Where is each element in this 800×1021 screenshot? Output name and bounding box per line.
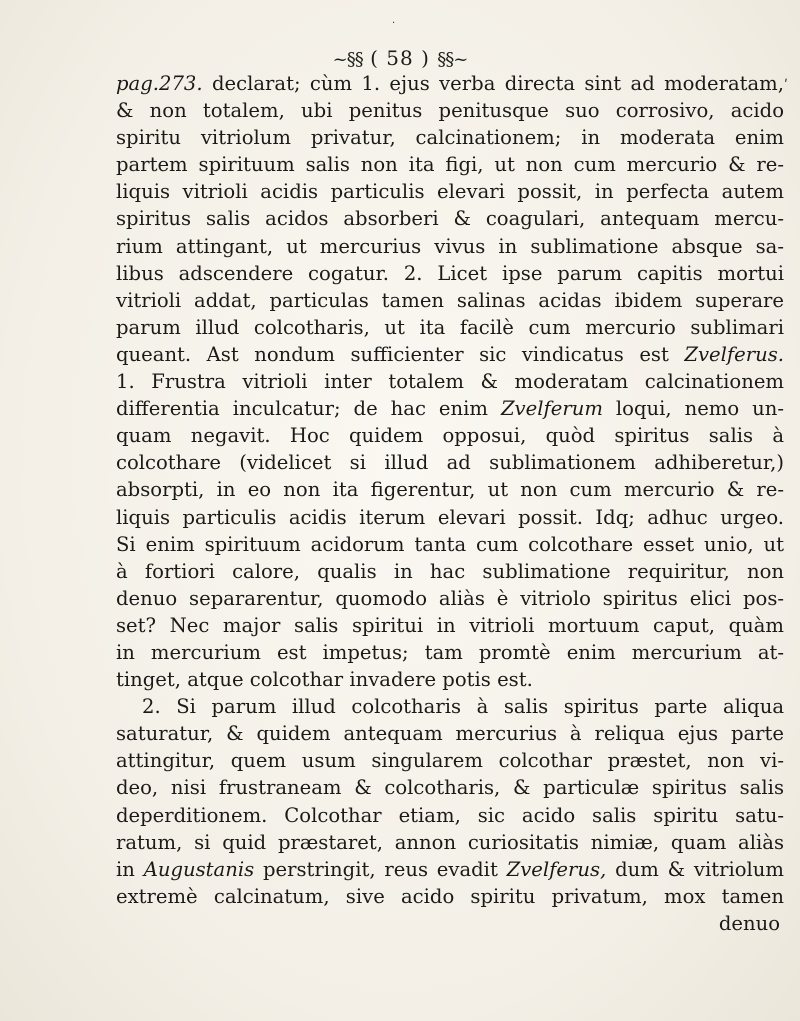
text-line: pag.273. declarat; cùm 1. ejus verba directa sint ad moderatam, xyxy=(116,72,784,95)
ornament-left-icon: ~§§ xyxy=(332,49,363,70)
text-line: ratum, si quid præstaret, annon curiositatis nimiæ, quam aliàs xyxy=(116,830,784,854)
text-line: liquis vitrioli acidis particulis elevari possit, in perfecta autem xyxy=(116,180,784,204)
text-line: set? Nec major salis spiritui in vitrioli mortuum caput, quàm xyxy=(116,613,784,637)
catchword: denuo xyxy=(718,911,780,935)
text-line: rium attingant, ut mercurius vivus in sublimatione absque sa- xyxy=(116,234,784,258)
text-line: in mercurium est impetus; tam promtè enim mercurium at- xyxy=(116,640,784,664)
text-line: partem spirituum salis non ita figi, ut non cum mercurio & re- xyxy=(116,153,784,177)
text-line: attingitur, quem usum singularem colcothar præstet, non vi- xyxy=(116,749,784,773)
text-line: tinget, atque colcothar invadere potis est. xyxy=(116,668,533,692)
margin-mark-icon: ʹ xyxy=(784,78,788,94)
text-line: libus adscendere cogatur. 2. Licet ipse parum capitis mortui xyxy=(116,261,784,285)
text-line: 2. Si parum illud colcotharis à salis spiritus parte aliqua xyxy=(142,695,784,719)
ink-speck-icon: · xyxy=(392,18,396,29)
text-line: absorpti, in eo non ita figerentur, ut non cum mercurio & re- xyxy=(116,478,784,502)
text-line: parum illud colcotharis, ut ita facilè cum mercurio sublimari xyxy=(116,315,784,339)
text-line: spiritu vitriolum privatur, calcinationem; in moderata enim xyxy=(116,126,784,150)
text-line: 1. Frustra vitrioli inter totalem & moderatam calcinationem xyxy=(116,370,784,394)
text-line: vitrioli addat, particulas tamen salinas acidas ibidem superare xyxy=(116,288,784,312)
text-line: denuo separarentur, quomodo aliàs è vitriolo spiritus elici pos- xyxy=(116,586,784,610)
text-line: & non totalem, ubi penitus penitusque suo corrosivo, acido xyxy=(116,99,784,123)
text-line: differentia inculcatur; de hac enim Zvelferum loqui, nemo un- xyxy=(116,397,784,421)
text-line: à fortiori calore, qualis in hac sublimatione requiritur, non xyxy=(116,559,784,583)
text-line: saturatur, & quidem antequam mercurius à reliqua ejus parte xyxy=(116,722,784,746)
text-line: queant. Ast nondum sufficienter sic vindicatus est Zvelferus. xyxy=(116,342,784,366)
page-header xyxy=(0,46,800,70)
text-line: in Augustanis perstringit, reus evadit Zvelferus, dum & vitriolum xyxy=(116,857,784,881)
text-line: liquis particulis acidis iterum elevari possit. Idq; adhuc urgeo. xyxy=(116,505,784,529)
text-line: colcothare (videlicet si illud ad sublimationem adhiberetur,) xyxy=(116,451,784,475)
text-line: deperditionem. Colcothar etiam, sic acido salis spiritu satu- xyxy=(116,803,784,827)
text-line: extremè calcinatum, sive acido spiritu privatum, mox tamen xyxy=(116,884,784,908)
text-line: quam negavit. Hoc quidem opposui, quòd spiritus salis à xyxy=(116,424,784,448)
page-number: ( 58 ) xyxy=(370,46,430,70)
text-line: Si enim spirituum acidorum tanta cum colcothare esset unio, ut xyxy=(116,532,784,556)
ornament-right-icon: §§~ xyxy=(437,49,468,70)
body-text xyxy=(116,70,784,937)
text-line: spiritus salis acidos absorberi & coagulari, antequam mercu- xyxy=(116,207,784,231)
text-line: deo, nisi frustraneam & colcotharis, & particulæ spiritus salis xyxy=(116,776,784,800)
